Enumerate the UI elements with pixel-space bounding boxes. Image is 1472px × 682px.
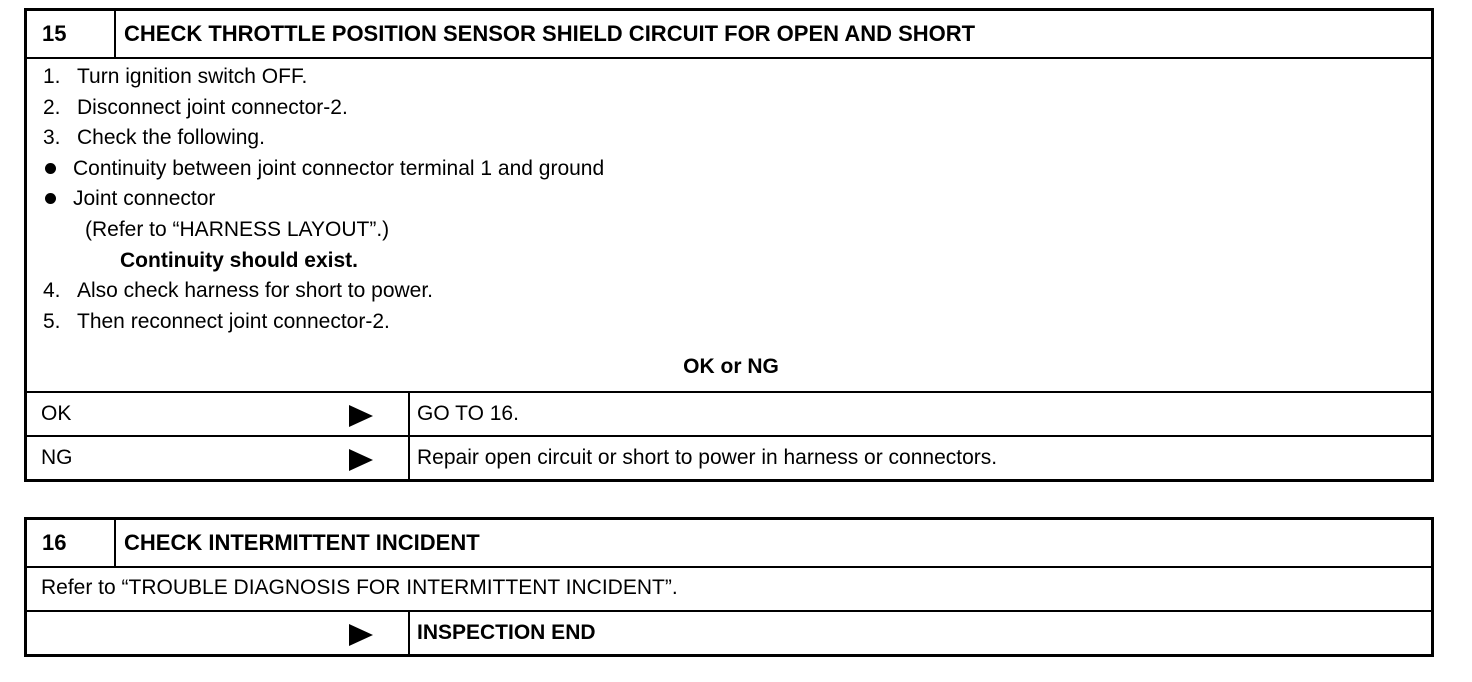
reference-note: Refer to “TROUBLE DIAGNOSIS FOR INTERMITTENT INCIDENT”. [41,576,678,599]
bullet-text: Joint connector [73,187,216,211]
bullet-item [43,154,1421,185]
arrow-right-icon [349,624,373,646]
bullet-item [43,184,1421,215]
arrow-right-icon [349,405,373,427]
result-action: GO TO 16. [417,402,519,425]
reference-note: (Refer to “HARNESS LAYOUT”.) [85,217,390,241]
result-row-end [27,610,1431,656]
step-15-block [24,8,1434,482]
step-16-header [27,520,1431,568]
step-index: 1. [43,65,61,88]
step-text: Disconnect joint connector-2. [77,95,348,119]
result-row-ok [27,391,1431,437]
procedure-step [43,123,1421,154]
step-number: 16 [27,520,116,566]
result-condition: NG [41,446,73,469]
result-label [27,355,1431,379]
result-condition: OK [41,402,72,425]
step-text: Then reconnect joint connector-2. [77,309,390,333]
step-index: 4. [43,279,61,303]
procedure-step [43,276,1421,307]
step-index: 3. [43,126,61,150]
column-divider [408,612,410,656]
step-16-block [24,517,1434,657]
bullet-icon [45,163,56,174]
step-text: Also check harness for short to power. [77,279,434,303]
bullet-icon [45,193,56,204]
step-title: CHECK THROTTLE POSITION SENSOR SHIELD CIRCUIT FOR OPEN AND SHORT [124,21,976,46]
procedure-step [43,307,1421,338]
step-text: Check the following. [77,126,265,150]
result-action: Repair open circuit or short to power in harness or connectors. [417,446,998,469]
step-index: 2. [43,95,61,119]
arrow-right-icon [349,449,373,471]
step-text: Turn ignition switch OFF. [77,65,308,88]
step-title: CHECK INTERMITTENT INCIDENT [124,530,480,555]
column-divider [408,393,410,437]
step-15-header [27,11,1431,59]
procedure-step [43,62,1421,93]
bullet-text: Continuity between joint connector terminal 1 and ground [73,156,605,180]
step-number: 15 [27,11,116,57]
step-index: 5. [43,309,61,333]
result-action: INSPECTION END [417,621,596,644]
expected-result: Continuity should exist. [120,248,359,272]
procedure-step [43,93,1421,124]
result-label-text: OK or NG [683,355,779,378]
column-divider [408,437,410,481]
result-row-ng [27,435,1431,481]
procedure-list [43,62,1421,337]
